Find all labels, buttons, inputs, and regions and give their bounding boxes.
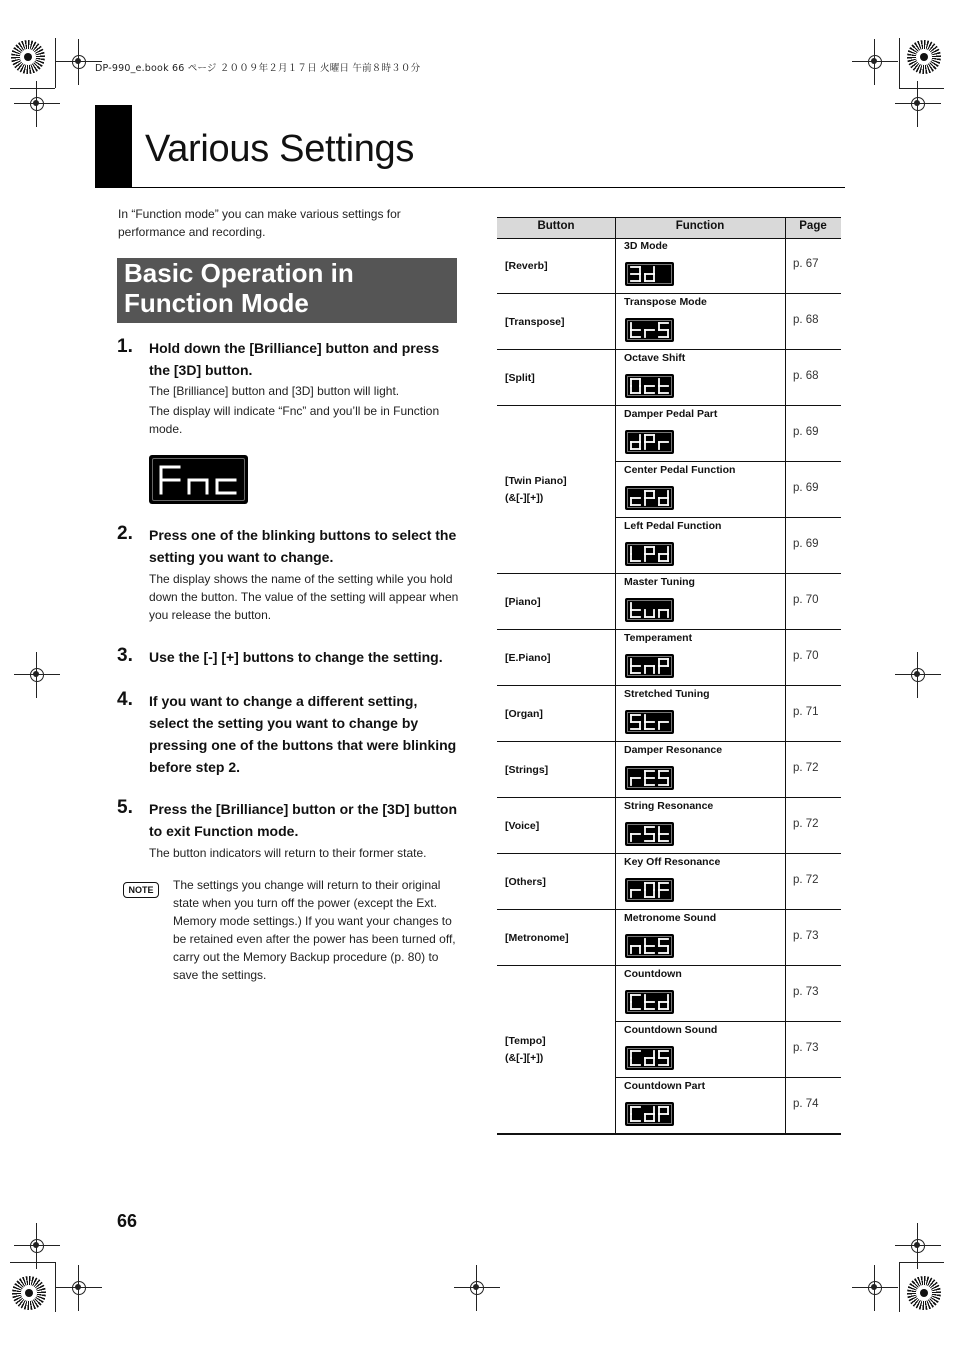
lcd-display [625,878,674,902]
table-row-divider [615,1021,841,1022]
button-label-line: [Reverb] [505,259,548,272]
function-mode-display [149,455,248,504]
table-page-ref: p. 69 [793,482,819,494]
table-row-divider [615,517,841,518]
step-number: 4. [117,689,133,710]
step-body: The [Brilliance] button and [3D] button will light. [149,384,400,398]
column-header-function: Function [675,220,725,232]
button-label-line: [Voice] [505,819,540,832]
table-button-cell [505,314,565,331]
table-function-label: Transpose Mode [624,296,707,308]
table-page-ref: p. 67 [793,258,819,270]
crop-mark [10,1262,55,1263]
section-heading: Basic Operation in Function Mode [124,258,354,318]
table-group-divider [497,293,841,294]
table-page-ref: p. 71 [793,706,819,718]
table-group-divider [497,685,841,686]
crosshair-mark [860,1273,890,1303]
crosshair-mark [64,1273,94,1303]
crop-mark [899,1262,944,1263]
step-number: 2. [117,523,133,544]
table-header [497,217,841,239]
table-button-cell [505,1033,546,1067]
table-page-ref: p. 70 [793,650,819,662]
crosshair-mark [22,660,52,690]
step-number: 5. [117,797,133,818]
registration-target-bottom-left [12,1276,46,1310]
lcd-display [625,654,674,678]
page-number: 66 [117,1211,138,1231]
note-text: The settings you change will return to their original state when you turn off the power (except the Ext. Memory mode settings.) If you want your changes to be retained even after the power has been turned off, carry out the Memory Backup procedure (p. 80) to save the settings. [173,878,456,982]
lcd-display [625,1046,674,1070]
table-function-label: Countdown [624,968,682,980]
table-row-divider [615,461,841,462]
table-function-label: Center Pedal Function [624,464,736,476]
table-group-divider [497,405,841,406]
lcd-readout [625,654,674,678]
table-function-label: Stretched Tuning [624,688,710,700]
table-function-label: Metronome Sound [624,912,717,924]
table-function-label: Damper Pedal Part [624,408,718,420]
registration-target-top-right [907,40,941,74]
table-group-divider [497,1133,841,1135]
table-page-ref: p. 70 [793,594,819,606]
crosshair-mark [64,47,94,77]
crosshair-mark [903,660,933,690]
step-number: 3. [117,645,133,666]
step-body: The display will indicate “Fnc” and you’ll be in Function mode. [149,404,440,436]
lcd-display [625,934,674,958]
table-group-divider [497,573,841,574]
table-group-divider [497,629,841,630]
section-heading-box [117,258,457,323]
column-header-button: Button [537,220,575,232]
table-function-label: Countdown Part [624,1080,706,1092]
table-function-label: Key Off Resonance [624,856,721,868]
lcd-display [625,486,674,510]
lcd-readout [625,990,674,1014]
button-label-line: [Tempo] [505,1035,546,1047]
step-body: The display shows the name of the setting while you hold down the button. The value of the setting will appear when you release the button. [149,572,459,622]
file-info-line: DP-990_e.book 66 ページ ２００９年２月１７日 火曜日 午前８時３０分 [95,63,421,74]
button-label-line: [Transpose] [505,315,565,328]
table-button-cell [505,706,543,723]
table-page-ref: p. 74 [793,1098,819,1110]
button-label-line: [Organ] [505,707,543,720]
table-page-ref: p. 72 [793,818,819,830]
table-page-ref: p. 73 [793,986,819,998]
crosshair-mark [903,1231,933,1261]
crop-mark [899,88,944,89]
step-heading: Hold down the [Brilliance] button and press the [3D] button. [149,340,440,378]
lcd-display [625,990,674,1014]
lcd-display [625,262,674,286]
step-body: The button indicators will return to their former state. [149,846,427,860]
column-header-page: Page [799,220,827,232]
lcd-display [625,430,674,454]
lcd-readout [625,822,674,846]
button-label-line: [Twin Piano] [505,475,567,487]
registration-target-bottom-right [907,1276,941,1310]
crosshair-mark [22,89,52,119]
table-button-cell [505,762,548,779]
table-page-ref: p. 68 [793,314,819,326]
crosshair-mark [22,1231,52,1261]
crop-mark [899,38,900,88]
crop-mark [10,88,55,89]
table-function-label: Left Pedal Function [624,520,722,532]
table-function-label: Octave Shift [624,352,686,364]
note-badge: NOTE [123,882,159,898]
table-page-ref: p. 73 [793,930,819,942]
button-label-line: [Metronome] [505,931,569,944]
lcd-display [625,822,674,846]
crosshair-mark [462,1273,492,1303]
lcd-readout [625,1046,674,1070]
lcd-readout [625,374,674,398]
table-group-divider [497,797,841,798]
lcd-display [625,318,674,342]
button-label-line: [Others] [505,875,546,888]
table-function-label: Damper Resonance [624,744,723,756]
intro-paragraph: In “Function mode” you can make various settings for performance and recording. [118,207,401,239]
table-page-ref: p. 72 [793,874,819,886]
table-button-cell [505,370,535,387]
lcd-display [625,374,674,398]
lcd-display [625,766,674,790]
lcd-readout [625,318,674,342]
step-heading: If you want to change a different setting, select the setting you want to change by pressing one of the buttons that were blinking before step 2. [149,693,457,775]
table-page-ref: p. 69 [793,538,819,550]
button-label-line: [Split] [505,371,535,384]
table-page-ref: p. 69 [793,426,819,438]
table-function-label: Temperament [624,632,693,644]
lcd-readout [625,878,674,902]
table-button-cell [505,650,551,667]
table-group-divider [497,349,841,350]
table-function-label: Countdown Sound [624,1024,718,1036]
table-group-divider [497,741,841,742]
button-label-line: [E.Piano] [505,651,551,664]
table-row-divider [615,1077,841,1078]
lcd-readout [625,766,674,790]
crop-mark [899,1262,900,1312]
table-function-label: 3D Mode [624,240,668,252]
table-group-divider [497,965,841,966]
table-column-divider [615,217,616,1134]
table-button-cell [505,594,541,611]
step-number: 1. [117,336,133,357]
table-group-divider [497,853,841,854]
button-label-line: (&[-][+]) [505,492,544,504]
button-label-line: (&[-][+]) [505,1052,544,1064]
table-button-cell [505,258,548,275]
step-heading: Press the [Brilliance] button or the [3D] button to exit Function mode. [149,801,458,839]
crop-mark [55,38,56,88]
crosshair-mark [860,47,890,77]
lcd-readout [625,934,674,958]
table-function-label: Master Tuning [624,576,695,588]
crop-mark [55,1262,56,1312]
crosshair-mark [903,89,933,119]
lcd-display [625,1102,674,1126]
table-button-cell [505,473,567,507]
table-page-ref: p. 73 [793,1042,819,1054]
table-function-label: String Resonance [624,800,714,812]
table-column-divider [785,217,786,1134]
lcd-display [625,542,674,566]
registration-target-top-left [11,40,45,74]
table-button-cell [505,874,546,891]
table-button-cell [505,818,539,835]
seven-segment-readout [149,455,248,504]
lcd-readout [625,1102,674,1126]
button-label-line: [Piano] [505,595,541,608]
button-label-line: [Strings] [505,763,549,776]
table-page-ref: p. 72 [793,762,819,774]
table-button-cell [505,930,569,947]
step-heading: Use the [-] [+] buttons to change the setting. [149,649,443,665]
lcd-display [625,710,674,734]
lcd-readout [625,710,674,734]
lcd-readout [625,598,674,622]
table-page-ref: p. 68 [793,370,819,382]
page-title: Various Settings [145,128,415,170]
lcd-display [625,598,674,622]
lcd-readout [625,542,674,566]
title-accent-bar [95,105,132,188]
title-rule [132,187,845,188]
lcd-readout [625,430,674,454]
lcd-readout [625,486,674,510]
table-group-divider [497,909,841,910]
step-heading: Press one of the blinking buttons to select the setting you want to change. [149,527,457,565]
lcd-readout [625,262,674,286]
